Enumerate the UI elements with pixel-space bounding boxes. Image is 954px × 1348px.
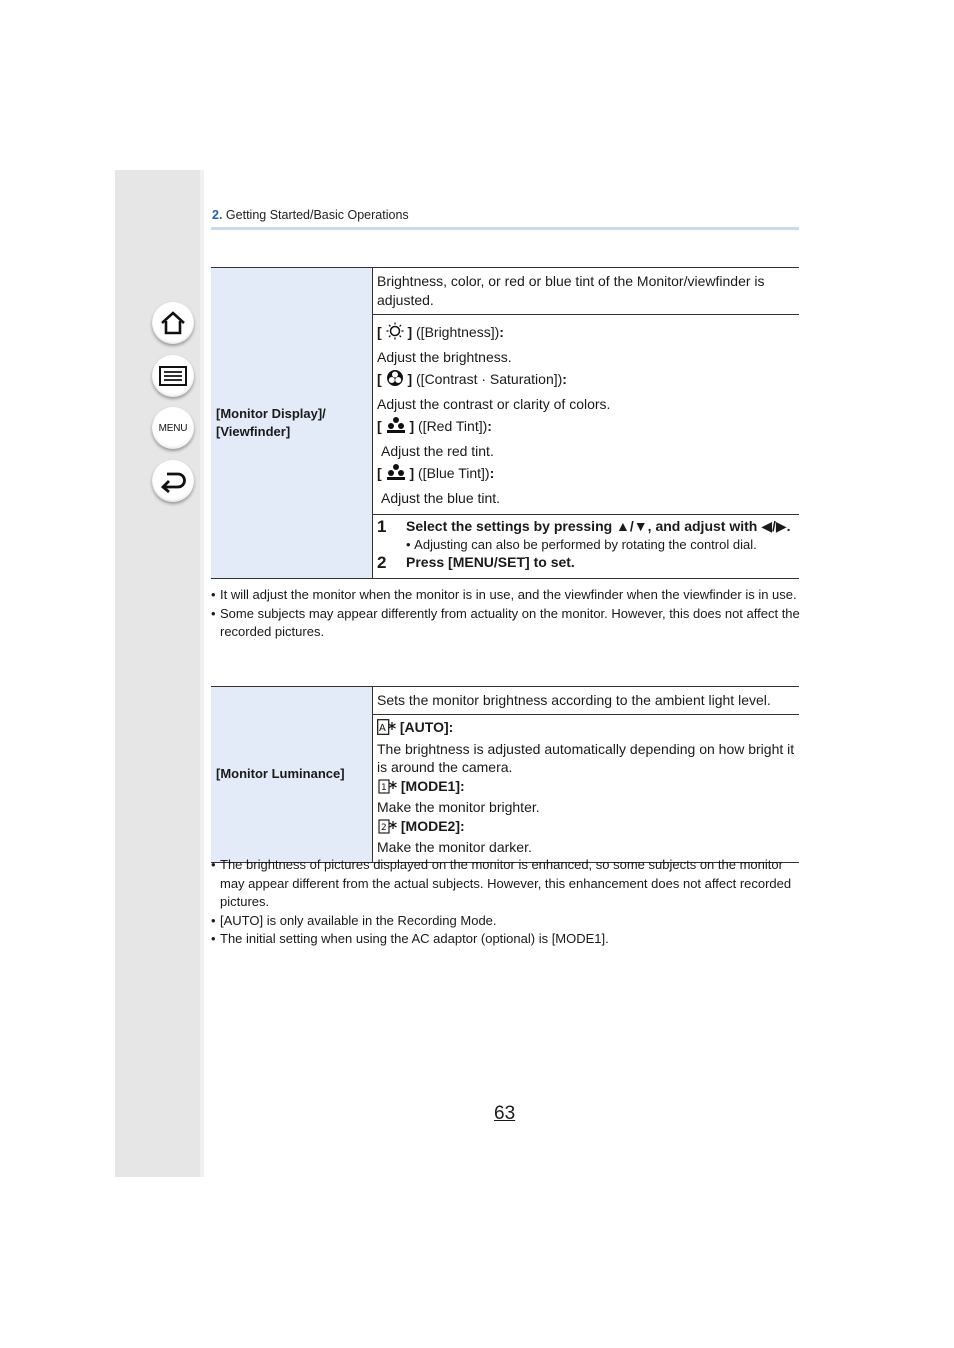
option-blue-tint: [ ] ([Blue Tint]): [377,462,795,487]
option-brightness: [ ] ([Brightness]): [377,321,795,346]
step-2: 2 Press [MENU/SET] to set. [377,553,575,572]
option-contrast-desc: Adjust the contrast or clarity of colors. [377,396,611,412]
home-icon [159,310,187,336]
monitor-luminance-table [211,686,799,863]
option-mode2-desc: Make the monitor darker. [377,839,532,855]
list-icon [158,365,188,387]
svg-text:A: A [379,723,386,734]
option-auto-desc: The brightness is adjusted automatically depending on how bright it is around the camera. [377,740,795,775]
note-item: • The brightness of pictures displayed on the monitor is enhanced, so some subjects on the monitor may appear different from the actual subjects. However, this enhancement does not affect recorded pictures. [211,856,801,912]
option-mode1: 1 [MODE1]: [377,777,795,799]
monitor-luminance-label: [Monitor Luminance] [211,687,373,863]
option-brightness-desc: Adjust the brightness. [377,349,512,365]
red-tint-icon [386,416,406,440]
notes-monitor-display [211,586,801,642]
auto-luminance-icon [377,719,396,740]
menu-icon: MENU [158,422,188,434]
monitor-display-label [211,268,373,579]
option-red-tint-desc: Adjust the red tint. [381,443,494,459]
home-button[interactable] [152,302,194,344]
monitor-display-table [211,267,799,579]
monitor-display-options [373,315,800,515]
note-item: • Some subjects may appear differently from actuality on the monitor. However, this does not affect the recorded pictures. [211,605,801,642]
option-auto: A [AUTO]: [377,718,795,740]
note-item: • [AUTO] is only available in the Recording Mode. [211,912,801,931]
sidebar-edge [200,170,204,1177]
monitor-display-steps [373,515,800,579]
chapter-title: Getting Started/Basic Operations [225,208,409,222]
notes-monitor-luminance [211,856,801,949]
back-icon [159,469,187,493]
label-line-2: [Viewfinder] [216,424,291,439]
contrast-saturation-icon [386,369,404,393]
option-mode1-desc: Make the monitor brighter. [377,799,540,815]
step-note: • Adjusting can also be performed by rotating the control dial. [406,537,757,552]
option-red-tint: [ ] ([Red Tint]): [377,415,795,440]
monitor-luminance-intro: Sets the monitor brightness according to the ambient light level. [373,687,800,715]
page-number: 63 [494,1103,516,1124]
label-line-1: [Monitor Display]/ [216,406,326,421]
option-blue-tint-desc: Adjust the blue tint. [381,490,501,506]
option-mode2: 2 [MODE2]: [377,817,795,839]
back-button[interactable] [152,460,194,502]
svg-text:1: 1 [381,782,387,793]
step-1: 1 Select the settings by pressing ▲/▼, and adjust with ◀/▶. [377,517,791,536]
contents-button[interactable] [152,355,194,397]
mode1-luminance-icon [377,778,397,799]
side-navigation [115,170,204,1177]
monitor-display-intro: Brightness, color, or red or blue tint of the Monitor/viewfinder is adjusted. [373,268,800,315]
mode2-luminance-icon [377,818,397,839]
menu-button[interactable] [152,407,194,449]
brightness-icon [386,322,404,346]
header-rule [211,227,799,230]
note-item: • It will adjust the monitor when the monitor is in use, and the viewfinder when the viewfinder is in use. [211,586,801,605]
monitor-luminance-options [373,715,800,863]
chapter-header [212,208,409,222]
note-item: • The initial setting when using the AC adaptor (optional) is [MODE1]. [211,930,801,949]
blue-tint-icon [386,463,406,487]
option-contrast: [ ] ([Contrast · Saturation]): [377,368,795,393]
chapter-number: 2. [212,208,223,222]
svg-text:2: 2 [381,822,387,833]
